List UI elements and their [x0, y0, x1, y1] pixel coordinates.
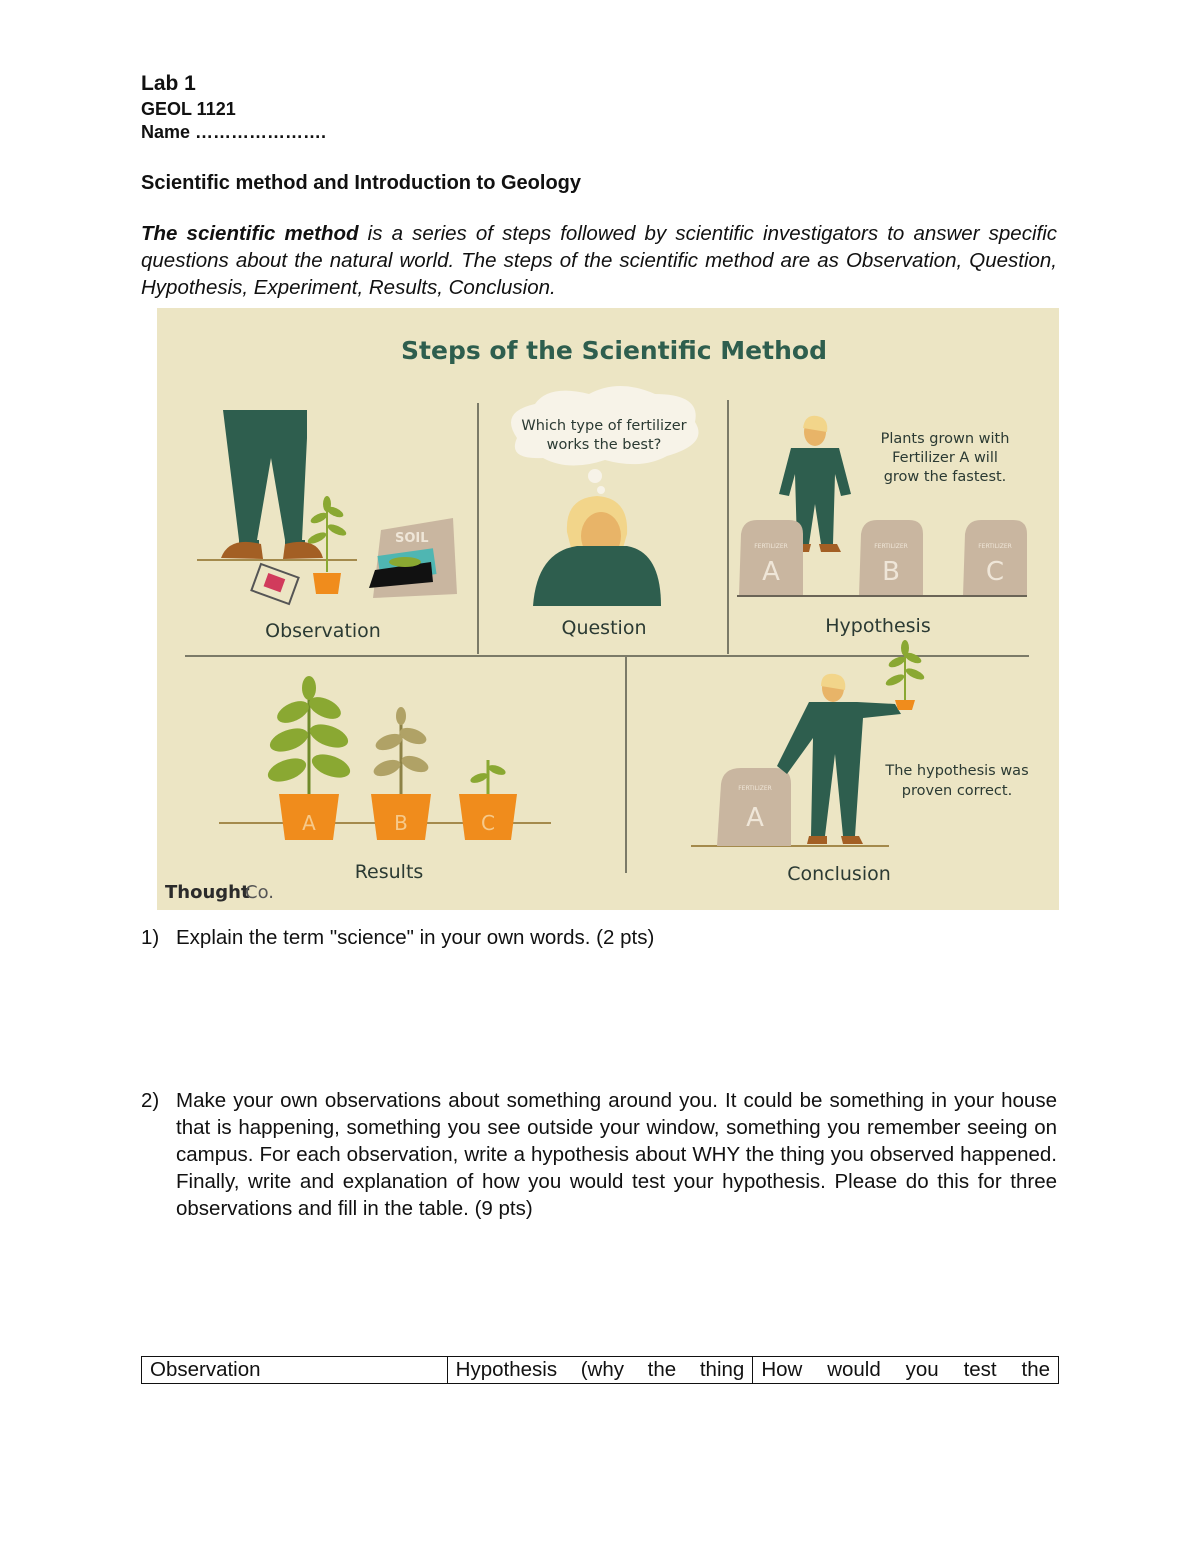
question-bubble-line2: works the best? [546, 437, 662, 453]
step-label-conclusion: Conclusion [787, 863, 891, 885]
step-label-results: Results [354, 861, 424, 883]
question-1-number: 1) [141, 926, 160, 949]
intro-paragraph [141, 220, 1057, 301]
course-code: GEOL 1121 [141, 99, 236, 119]
conclusion-bag-letter: A [746, 803, 764, 833]
question-bubble-line1: Which type of fertilizer [521, 418, 687, 434]
observation-table [141, 1356, 1059, 1384]
step-label-question: Question [561, 617, 647, 639]
figure-heading: Steps of the Scientific Method [401, 336, 827, 365]
hypothesis-text-line3: grow the fastest. [883, 469, 1007, 485]
intro-body: is a series of steps followed by scientific investigators to answer specific questions about the natural world. The steps of the scientific method are as Observation, Question, Hypothesis, Experiment, Results, Conclusion. [141, 222, 1057, 299]
question-2-text: Make your own observations about something around you. It could be something in your house that is happening, something you see outside your window, something you remember seeing on campus. For each observation, write a hypothesis about WHY the thing you observed happened. Finally, write and explanation of how you would test your hypothesis. Please do this for three observations and fill in the table. (9 pts) [176, 1089, 1057, 1220]
lab-number: Lab 1 [141, 72, 196, 95]
table-header-row [142, 1357, 1059, 1384]
table-header-test: How would you test the [753, 1357, 1059, 1384]
question-2 [141, 1087, 1057, 1222]
bag-label-fertilizer-c: FERTILIZER [978, 543, 1012, 550]
logo-bold-text: Thought [165, 882, 250, 903]
bag-letter-b: B [882, 557, 900, 587]
question-2-number: 2) [141, 1089, 160, 1112]
conclusion-text-line2: proven correct. [901, 783, 1013, 799]
conclusion-text-line1: The hypothesis was [885, 763, 1029, 779]
logo-light-text: Co. [245, 882, 274, 903]
table-header-hypothesis: Hypothesis (why the thing [447, 1357, 753, 1384]
pot-letter-c: C [481, 811, 495, 835]
name-line: Name …………………. [141, 122, 327, 142]
thoughtco-logo [165, 882, 274, 903]
figure-illustration [157, 308, 1059, 910]
bag-letter-c: C [985, 557, 1005, 587]
step-label-observation: Observation [265, 620, 381, 642]
soil-bag-label: SOIL [395, 531, 429, 546]
bag-letter-a: A [762, 557, 780, 587]
bag-label-fertilizer-b: FERTILIZER [874, 543, 908, 550]
document-title: Scientific method and Introduction to Geology [141, 172, 581, 194]
pot-letter-b: B [394, 811, 408, 835]
question-1-text: Explain the term "science" in your own words. (2 pts) [176, 926, 655, 949]
conclusion-bag-label: FERTILIZER [738, 785, 772, 792]
step-label-hypothesis: Hypothesis [825, 615, 931, 637]
hypothesis-text-line1: Plants grown with [880, 431, 1010, 447]
table-header-observation: Observation [142, 1357, 448, 1384]
scientific-method-figure [157, 308, 1059, 910]
hypothesis-text-line2: Fertilizer A will [892, 450, 998, 466]
intro-lead: The scientific method [141, 222, 359, 245]
bag-label-fertilizer-a: FERTILIZER [754, 543, 788, 550]
question-1 [141, 924, 1057, 951]
pot-letter-a: A [302, 811, 316, 835]
